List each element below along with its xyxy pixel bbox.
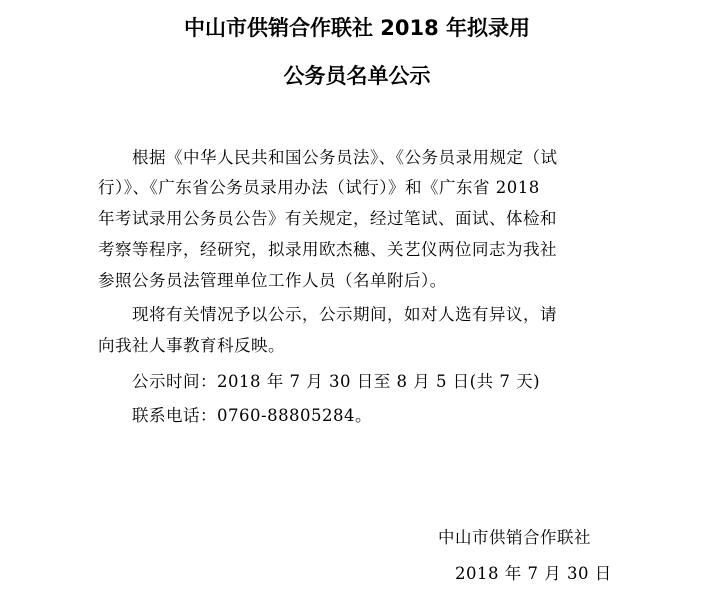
paragraph-1-line-5: 参照公务员法管理单位工作人员（名单附后）。 (98, 271, 447, 290)
paragraph-1-line-1: 根据《中华人民共和国公务员法》、《公务员录用规定（试 (98, 148, 558, 167)
paragraph-1-line-2: 行）》、《广东省公务员录用办法（试行）》和《广东省 2018 (98, 178, 540, 197)
document-title-line-2: 公务员名单公示 (283, 64, 431, 88)
contact-phone: 联系电话：0760-88805284。 (98, 406, 373, 425)
paragraph-2-line-2: 向我社人事教育科反映。 (98, 336, 285, 355)
paragraph-2-line-1: 现将有关情况予以公示，公示期间，如对人选有异议，请 (98, 305, 557, 324)
paragraph-1-line-3: 年考试录用公务员公告》有关规定，经过笔试、面试、体检和 (98, 209, 557, 228)
publicity-period: 公示时间：2018 年 7 月 30 日至 8 月 5 日(共 7 天) (98, 372, 541, 391)
document-title-line-1: 中山市供销合作联社 2018 年拟录用 (183, 16, 531, 40)
signature-organization: 中山市供销合作联社 (438, 528, 591, 547)
paragraph-1-line-4: 考察等程序，经研究，拟录用欧杰穗、关艺仪两位同志为我社 (98, 240, 557, 259)
signature-date: 2018 年 7 月 30 日 (455, 564, 612, 583)
